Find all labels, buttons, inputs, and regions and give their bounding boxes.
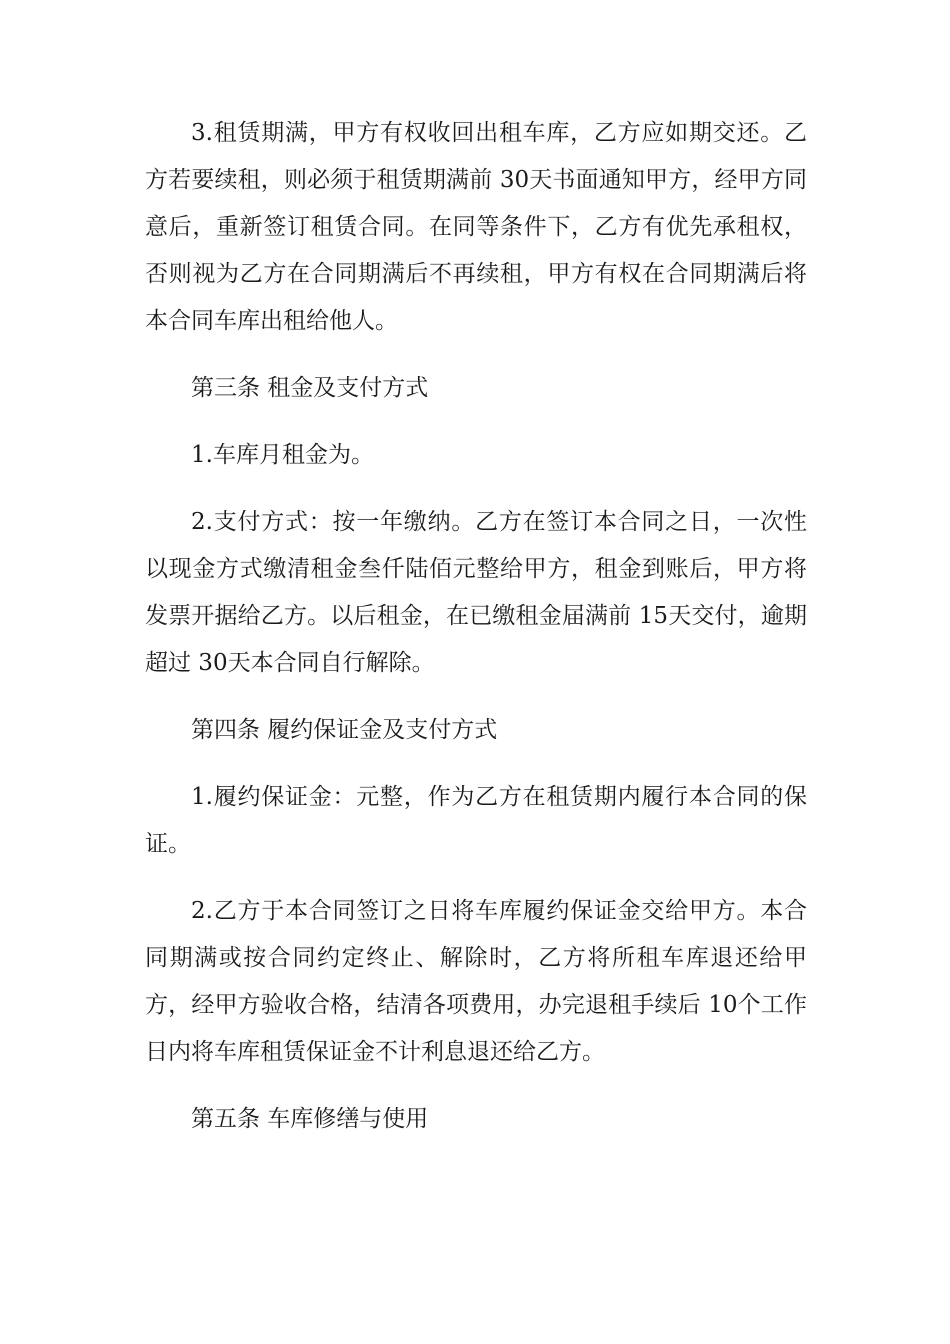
clause-3-item-1: 1.车库月租金为。 (191, 442, 374, 468)
clause-2-item-3: 3.租赁期满，甲方有权收回出租车库，乙方应如期交还。乙方若要续租，则必须于租赁期满前 30天书面通知甲方，经甲方同意后，重新签订租赁合同。在同等条件下，乙方有优先承租权，否则视为乙方在合同期满后不再续租，甲方有权在合同期满后将本合同车库出租给他人。 (145, 120, 807, 334)
article-5-heading: 第五条 车库修缮与使用 (191, 1106, 429, 1132)
clause-3-item-2: 2.支付方式：按一年缴纳。乙方在签订本合同之日，一次性以现金方式缴清租金叁仟陆佰元整给甲方，租金到账后，甲方将发票开据给乙方。以后租金，在已缴租金届满前 15天交付，逾期超过 30天本合同自行解除。 (145, 509, 807, 676)
article-4-heading: 第四条 履约保证金及支付方式 (191, 717, 498, 743)
article-3-heading: 第三条 租金及支付方式 (191, 375, 429, 401)
document-page (145, 110, 807, 1163)
clause-4-item-2: 2.乙方于本合同签订之日将车库履约保证金交给甲方。本合同期满或按合同约定终止、解除时，乙方将所租车库退还给甲方，经甲方验收合格，结清各项费用，办完退租手续后 10个工作日内将车库租赁保证金不计利息退还给乙方。 (145, 898, 807, 1065)
clause-4-item-1: 1.履约保证金：元整，作为乙方在租赁期内履行本合同的保证。 (145, 784, 807, 857)
